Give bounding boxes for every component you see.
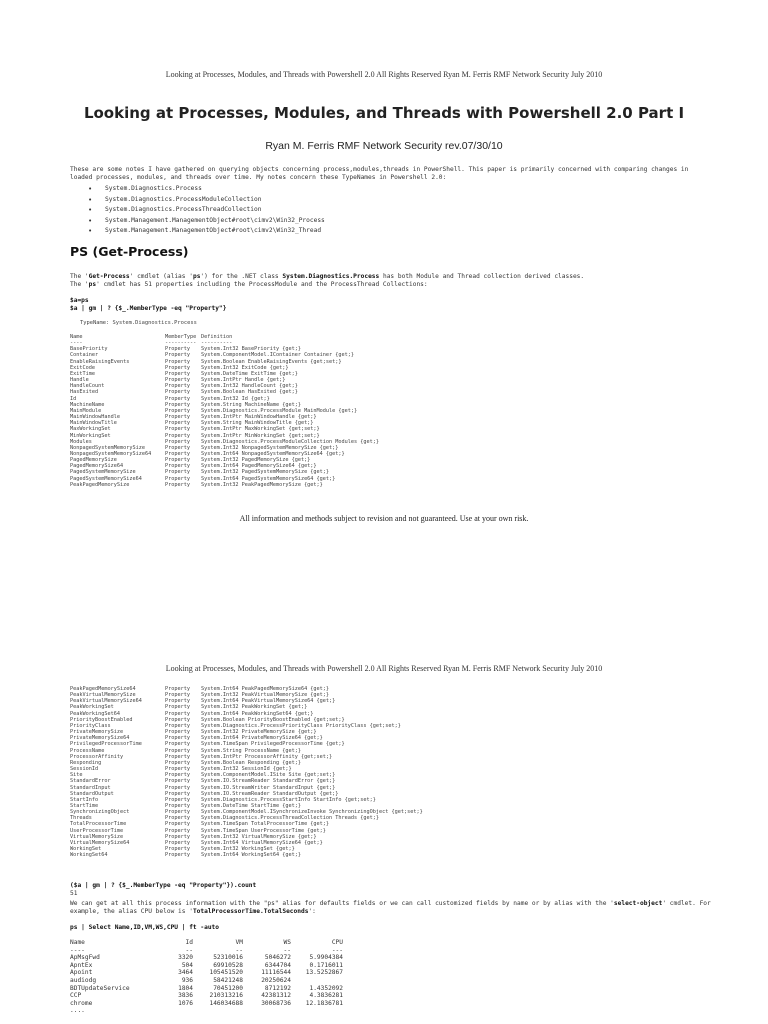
table-cell: Property	[165, 722, 190, 729]
get-process-paragraph	[70, 273, 720, 289]
table-cell: System.TimeSpan PrivilegedProcessorTime {get;}	[201, 741, 345, 748]
list-item: • System.Management.ManagementObject#root\cimv2\Win32_Process	[88, 216, 325, 227]
command-line: ($a | gm | ? {$_.MemberType -eq "Property"}).count	[70, 882, 257, 889]
table-cell: System.String MainWindowTitle {get;}	[201, 420, 314, 427]
table-cell: 11116544	[261, 969, 291, 977]
table-cell: Property	[165, 710, 190, 717]
table-cell: System.Int32 BasePriority {get;}	[201, 346, 301, 353]
table-cell: Property	[165, 778, 190, 785]
table-cell: Property	[165, 377, 190, 384]
table-cell: Property	[165, 741, 190, 748]
list-item: • System.Diagnostics.ProcessModuleCollection	[88, 195, 325, 206]
table-cell: Property	[165, 827, 190, 834]
table-cell: Property	[165, 704, 190, 711]
table-cell: 3836	[178, 992, 193, 1000]
table-cell: System.ComponentModel.ISite Site {get;set;}	[201, 772, 336, 779]
table-cell: System.Int64 VirtualMemorySize64 {get;}	[201, 839, 323, 846]
table-cell: Property	[165, 766, 190, 773]
table-cell: Property	[165, 370, 190, 377]
table-cell: System.Boolean PriorityBoostEnabled {get;set;}	[201, 716, 345, 723]
table-cell: StartTime	[70, 802, 99, 809]
table-cell: Property	[165, 833, 190, 840]
table-row	[70, 947, 343, 955]
command-block	[70, 297, 226, 312]
text: ' cmdlet has 51 properties including the ProcessModule and the ProcessThread Collections:	[96, 281, 428, 288]
table-cell: HandleCount	[70, 383, 105, 390]
table-cell: System.ComponentModel.ISynchronizeInvoke SynchronizingObject {get;set;}	[201, 809, 423, 816]
table-cell: System.Int64 PeakWorkingSet64 {get;}	[201, 710, 314, 717]
table-cell: ....	[70, 1007, 85, 1015]
bold-text: select-object	[613, 900, 663, 907]
paragraph-line	[70, 273, 720, 281]
table-cell: Apoint	[70, 969, 93, 977]
command-line: ps | Select Name,ID,VM,WS,CPU | ft -auto	[70, 924, 220, 931]
table-cell: Property	[165, 809, 190, 816]
table-cell: MaxWorkingSet	[70, 426, 111, 433]
table-cell: --	[283, 946, 291, 954]
table-cell: System.Int32 PrivateMemorySize {get;}	[201, 729, 317, 736]
table-cell: 6344704	[264, 961, 291, 969]
table-row	[70, 1000, 343, 1008]
table-cell: System.Int32 PagedSystemMemorySize {get;}	[201, 469, 330, 476]
table-cell: Id	[185, 939, 193, 946]
table-cell: StandardInput	[70, 784, 111, 791]
table-cell: Property	[165, 420, 190, 427]
table-cell: PagedMemorySize	[70, 457, 117, 464]
table-cell: System.IntPtr MinWorkingSet {get;set;}	[201, 432, 320, 439]
table-cell: System.ComponentModel.IContainer Container {get;}	[201, 352, 355, 359]
table-cell: 13.5252867	[305, 969, 343, 977]
table-cell: WorkingSet	[70, 846, 102, 853]
table-cell: Property	[165, 481, 190, 488]
typename-list	[88, 184, 325, 237]
table-cell: PriorityClass	[70, 722, 111, 729]
table-cell: System.IntPtr MainWindowHandle {get;}	[201, 414, 317, 421]
table-row	[70, 985, 343, 993]
table-cell: ProcessName	[70, 747, 105, 754]
page-header: Looking at Processes, Modules, and Threads with Powershell 2.0 All Rights Reserved Ryan M. Ferris RMF Network Security July 2010	[165, 70, 603, 79]
table-cell: Property	[165, 407, 190, 414]
table-cell: --	[235, 946, 243, 954]
table-cell: System.Int64 WorkingSet64 {get;}	[201, 852, 301, 859]
list-item: • System.Management.ManagementObject#root\cimv2\Win32_Thread	[88, 226, 325, 237]
list-item: • System.Diagnostics.ProcessThreadCollection	[88, 205, 325, 216]
table-cell: Property	[165, 463, 190, 470]
table-cell: BasePriority	[70, 346, 108, 353]
table-cell: Property	[165, 469, 190, 476]
table-cell: 146034688	[209, 999, 243, 1007]
bold-text: ps	[192, 273, 201, 280]
table-cell: System.DateTime ExitTime {get;}	[201, 370, 298, 377]
table-cell: Property	[165, 753, 190, 760]
table-cell: ----	[70, 340, 83, 347]
table-cell: PrivateMemorySize64	[70, 735, 130, 742]
table-cell: 1.4352092	[309, 984, 343, 992]
table-row	[70, 962, 343, 970]
table-cell: CPU	[331, 939, 343, 946]
table-cell: ---	[331, 946, 343, 954]
table-cell: Property	[165, 426, 190, 433]
table-cell: MainModule	[70, 407, 102, 414]
table-cell: System.IO.StreamReader StandardError {get;}	[201, 778, 336, 785]
table-cell: PeakPagedMemorySize	[70, 481, 130, 488]
table-cell: Property	[165, 698, 190, 705]
table-cell: System.TimeSpan TotalProcessorTime {get;}	[201, 821, 330, 828]
table-cell: 936	[181, 976, 193, 984]
table-cell: 105451520	[209, 969, 243, 977]
table-cell: 1804	[178, 984, 193, 992]
table-cell: PrivilegedProcessorTime	[70, 741, 142, 748]
table-cell: Site	[70, 772, 83, 779]
table-cell: Property	[165, 686, 190, 692]
table-cell: Property	[165, 716, 190, 723]
table-cell: System.Int32 WorkingSet {get;}	[201, 846, 295, 853]
table-cell: WS	[283, 939, 291, 946]
table-row	[70, 482, 379, 488]
table-cell: 70451200	[213, 984, 243, 992]
process-table	[70, 939, 343, 1015]
text: The '	[70, 281, 89, 288]
table-cell: CCP	[70, 992, 82, 1000]
table-cell: Property	[165, 784, 190, 791]
select-object-paragraph	[70, 900, 720, 916]
table-cell: Property	[165, 815, 190, 822]
table-cell: System.Int32 HandleCount {get;}	[201, 383, 298, 390]
table-cell: Container	[70, 352, 99, 359]
table-cell: ExitCode	[70, 364, 95, 371]
table-row	[70, 1007, 343, 1015]
table-cell: 52310016	[213, 954, 243, 962]
table-cell: 0.1716011	[309, 961, 343, 969]
table-cell: ExitTime	[70, 370, 95, 377]
table-cell: Property	[165, 852, 190, 859]
table-cell: Property	[165, 444, 190, 451]
table-cell: Property	[165, 839, 190, 846]
table-cell: chrome	[70, 999, 93, 1007]
table-cell: System.IntPtr ProcessorAffinity {get;set;}	[201, 753, 333, 760]
table-cell: System.Int32 PeakWorkingSet {get;}	[201, 704, 308, 711]
table-cell: 3320	[178, 954, 193, 962]
table-cell: --	[185, 946, 193, 954]
table-cell: Property	[165, 432, 190, 439]
table-cell: PeakVirtualMemorySize64	[70, 698, 142, 705]
table-cell: ----	[70, 946, 85, 954]
table-cell: UserProcessorTime	[70, 827, 124, 834]
table-cell: Property	[165, 692, 190, 699]
text: ':	[308, 908, 316, 915]
table-cell: Modules	[70, 438, 92, 445]
table-cell: Property	[165, 395, 190, 402]
table-cell: PeakVirtualMemorySize	[70, 692, 136, 699]
table-cell: System.Int32 PeakVirtualMemorySize {get;}	[201, 692, 330, 699]
table-cell: System.Int64 PagedMemorySize64 {get;}	[201, 463, 317, 470]
table-cell: Property	[165, 438, 190, 445]
table-cell: Property	[165, 821, 190, 828]
table-cell: PrivateMemorySize	[70, 729, 124, 736]
table-cell: Property	[165, 796, 190, 803]
table-cell: Property	[165, 846, 190, 853]
bold-text: Get-Process	[88, 273, 130, 280]
table-cell: System.Diagnostics.ProcessThreadCollection Threads {get;}	[201, 815, 380, 822]
table-cell: Id	[70, 395, 77, 402]
table-cell: System.Diagnostics.ProcessStartInfo StartInfo {get;set;}	[201, 796, 376, 803]
table-cell: Property	[165, 735, 190, 742]
table-cell: StandardOutput	[70, 790, 114, 797]
document-subtitle: Ryan M. Ferris RMF Network Security rev.07/30/10	[265, 140, 503, 152]
process-table-body	[70, 939, 343, 1015]
table-cell: NonpagedSystemMemorySize	[70, 444, 145, 451]
table-cell: Property	[165, 759, 190, 766]
table-cell: 58421248	[213, 976, 243, 984]
table-cell: NonpagedSystemMemorySize64	[70, 450, 152, 457]
count-result: 51	[70, 889, 78, 897]
table-cell: MinWorkingSet	[70, 432, 111, 439]
table-cell: System.Int32 NonpagedSystemMemorySize {get;}	[201, 444, 339, 451]
table-cell: SessionId	[70, 766, 99, 773]
intro-paragraph: These are some notes I have gathered on querying objects concerning process,modules,threads in PowerShell. This paper is primarily concerned with comparing changes in loaded processes, modules, and threads over time. My notes concern these TypeNames in Powershell 2.0:	[70, 166, 689, 181]
table-cell: 1076	[178, 999, 193, 1007]
table-cell: MainWindowTitle	[70, 420, 117, 427]
table-cell	[291, 977, 343, 985]
table-row	[70, 977, 343, 985]
table-cell: 69910528	[213, 961, 243, 969]
table-row	[70, 476, 379, 482]
table-cell: System.DateTime StartTime {get;}	[201, 802, 301, 809]
table-cell: VirtualMemorySize64	[70, 839, 130, 846]
members-table-body	[70, 686, 423, 858]
table-row	[70, 954, 343, 962]
table-cell: Property	[165, 364, 190, 371]
table-cell: MemberType	[165, 334, 197, 340]
table-cell: System.Int32 PagedMemorySize {get;}	[201, 457, 311, 464]
table-cell: Property	[165, 401, 190, 408]
text: ' cmdlet (alias '	[129, 273, 193, 280]
command-line: $a | gm | ? {$_.MemberType -eq "Property"}	[70, 304, 227, 312]
table-cell: Name	[70, 939, 85, 946]
table-cell: WorkingSet64	[70, 852, 108, 859]
count-block	[70, 882, 256, 897]
table-cell: 8712192	[264, 984, 291, 992]
table-cell: Handle	[70, 377, 89, 384]
table-row	[70, 852, 423, 858]
table-cell: PagedSystemMemorySize64	[70, 475, 142, 482]
table-cell: PagedMemorySize64	[70, 463, 124, 470]
table-cell: System.Diagnostics.ProcessPriorityClass PriorityClass {get;set;}	[201, 722, 401, 729]
table-cell: Threads	[70, 815, 92, 822]
table-cell: 5.9904384	[309, 954, 343, 962]
table-cell: PeakWorkingSet64	[70, 710, 120, 717]
table-cell: System.Diagnostics.ProcessModuleCollection Modules {get;}	[201, 438, 380, 445]
table-cell: 30068736	[261, 999, 291, 1007]
text: ') for the .NET class	[200, 273, 283, 280]
table-cell: audiodg	[70, 976, 97, 984]
table-cell: System.IO.StreamReader StandardOutput {get;}	[201, 790, 339, 797]
command-line: $a=ps	[70, 297, 89, 304]
members-table-page2	[70, 686, 423, 858]
table-cell: PriorityBoostEnabled	[70, 716, 133, 723]
table-cell: System.IntPtr Handle {get;}	[201, 377, 286, 384]
table-cell: Property	[165, 383, 190, 390]
table-cell: Property	[165, 352, 190, 359]
table-cell: HasExited	[70, 389, 99, 396]
table-cell: Responding	[70, 759, 102, 766]
table-cell: ----------	[201, 340, 233, 347]
table-cell: System.Int32 ExitCode {get;}	[201, 364, 289, 371]
table-cell: System.Int64 NonpagedSystemMemorySize64 {get;}	[201, 450, 345, 457]
table-cell: VM	[235, 939, 243, 946]
bold-text: System.Diagnostics.Process	[282, 273, 380, 280]
table-cell: BDTUpdateService	[70, 984, 130, 992]
typename-line: TypeName: System.Diagnostics.Process	[80, 320, 197, 326]
table-cell: System.Int64 PagedSystemMemorySize64 {get;}	[201, 475, 336, 482]
table-cell: System.Int64 PrivateMemorySize64 {get;}	[201, 735, 323, 742]
table-row	[70, 969, 343, 977]
table-cell: System.IntPtr MaxWorkingSet {get;set;}	[201, 426, 320, 433]
table-cell: System.Int32 PeakPagedMemorySize {get;}	[201, 481, 323, 488]
table-row	[70, 939, 343, 947]
table-cell: MachineName	[70, 401, 105, 408]
table-cell: Property	[165, 450, 190, 457]
table-cell: PagedSystemMemorySize	[70, 469, 136, 476]
table-cell: StandardError	[70, 778, 111, 785]
table-cell: System.String ProcessName {get;}	[201, 747, 301, 754]
table-cell: System.Int32 VirtualMemorySize {get;}	[201, 833, 317, 840]
table-cell: 20250624	[261, 976, 291, 984]
list-item: • System.Diagnostics.Process	[88, 184, 325, 195]
table-cell: System.Boolean Responding {get;}	[201, 759, 301, 766]
table-cell: 210313216	[209, 992, 243, 1000]
members-table-page1	[70, 334, 379, 488]
table-cell: VirtualMemorySize	[70, 833, 124, 840]
table-cell: ApntEx	[70, 961, 93, 969]
page-header: Looking at Processes, Modules, and Threads with Powershell 2.0 All Rights Reserved Ryan M. Ferris RMF Network Security July 2010	[165, 664, 603, 673]
table-cell: PeakWorkingSet	[70, 704, 114, 711]
table-cell: Definition	[201, 334, 233, 340]
table-cell: Property	[165, 747, 190, 754]
members-table-body	[70, 334, 379, 488]
table-cell: Property	[165, 414, 190, 421]
table-cell: System.Diagnostics.ProcessModule MainModule {get;}	[201, 407, 358, 414]
table-cell: System.TimeSpan UserProcessorTime {get;}	[201, 827, 326, 834]
table-cell: System.Boolean EnableRaisingEvents {get;set;}	[201, 358, 342, 365]
table-cell: Property	[165, 802, 190, 809]
document-title: Looking at Processes, Modules, and Threads with Powershell 2.0 Part I	[83, 104, 685, 122]
table-cell: ProcessorAffinity	[70, 753, 124, 760]
table-cell: EnableRaisingEvents	[70, 358, 130, 365]
table-cell: ApMsgFwd	[70, 954, 100, 962]
table-cell: PeakPagedMemorySize64	[70, 686, 136, 692]
paragraph-line	[70, 281, 720, 289]
table-cell: Property	[165, 790, 190, 797]
table-cell: System.Int64 PeakPagedMemorySize64 {get;}	[201, 686, 330, 692]
table-cell: 12.1836781	[305, 999, 343, 1007]
table-cell: StartInfo	[70, 796, 99, 803]
table-cell: 3464	[178, 969, 193, 977]
section-heading: PS (Get-Process)	[70, 244, 189, 259]
table-cell: Property	[165, 772, 190, 779]
table-cell: 42381312	[261, 992, 291, 1000]
table-cell: SynchronizingObject	[70, 809, 130, 816]
text: We can get at all this process information with the "ps" alias for defaults fields or we can call customized fields by name or by alias with the '	[70, 900, 614, 907]
text: has both Module and Thread collection derived classes.	[379, 273, 585, 280]
table-cell: System.Int32 Id {get;}	[201, 395, 270, 402]
bold-text: ps	[88, 281, 97, 288]
text: ' cmdlet. For example, the alias CPU below is '	[70, 900, 711, 915]
page-footer: All information and methods subject to revision and not guaranteed. Use at your own risk.	[239, 514, 529, 523]
table-cell: Property	[165, 389, 190, 396]
table-cell: System.String MachineName {get;}	[201, 401, 301, 408]
table-cell: Property	[165, 729, 190, 736]
bold-text: TotalProcessorTime.TotalSeconds	[192, 908, 309, 915]
table-cell: System.Boolean HasExited {get;}	[201, 389, 298, 396]
table-cell: Property	[165, 346, 190, 353]
table-cell: TotalProcessorTime	[70, 821, 127, 828]
table-cell: Property	[165, 457, 190, 464]
table-cell: MainWindowHandle	[70, 414, 120, 421]
table-cell: System.Int32 SessionId {get;}	[201, 766, 292, 773]
table-cell: System.Int64 PeakVirtualMemorySize64 {get;}	[201, 698, 336, 705]
table-cell: Property	[165, 358, 190, 365]
table-cell: Name	[70, 334, 83, 340]
table-row	[70, 992, 343, 1000]
table-cell: 504	[181, 961, 193, 969]
table-cell: ----------	[165, 340, 197, 347]
table-row	[70, 359, 379, 365]
table-cell: 4.3836281	[309, 992, 343, 1000]
table-cell: System.IO.StreamWriter StandardInput {get;}	[201, 784, 336, 791]
table-cell: Property	[165, 475, 190, 482]
table-cell: 5046272	[264, 954, 291, 962]
text: The '	[70, 273, 89, 280]
